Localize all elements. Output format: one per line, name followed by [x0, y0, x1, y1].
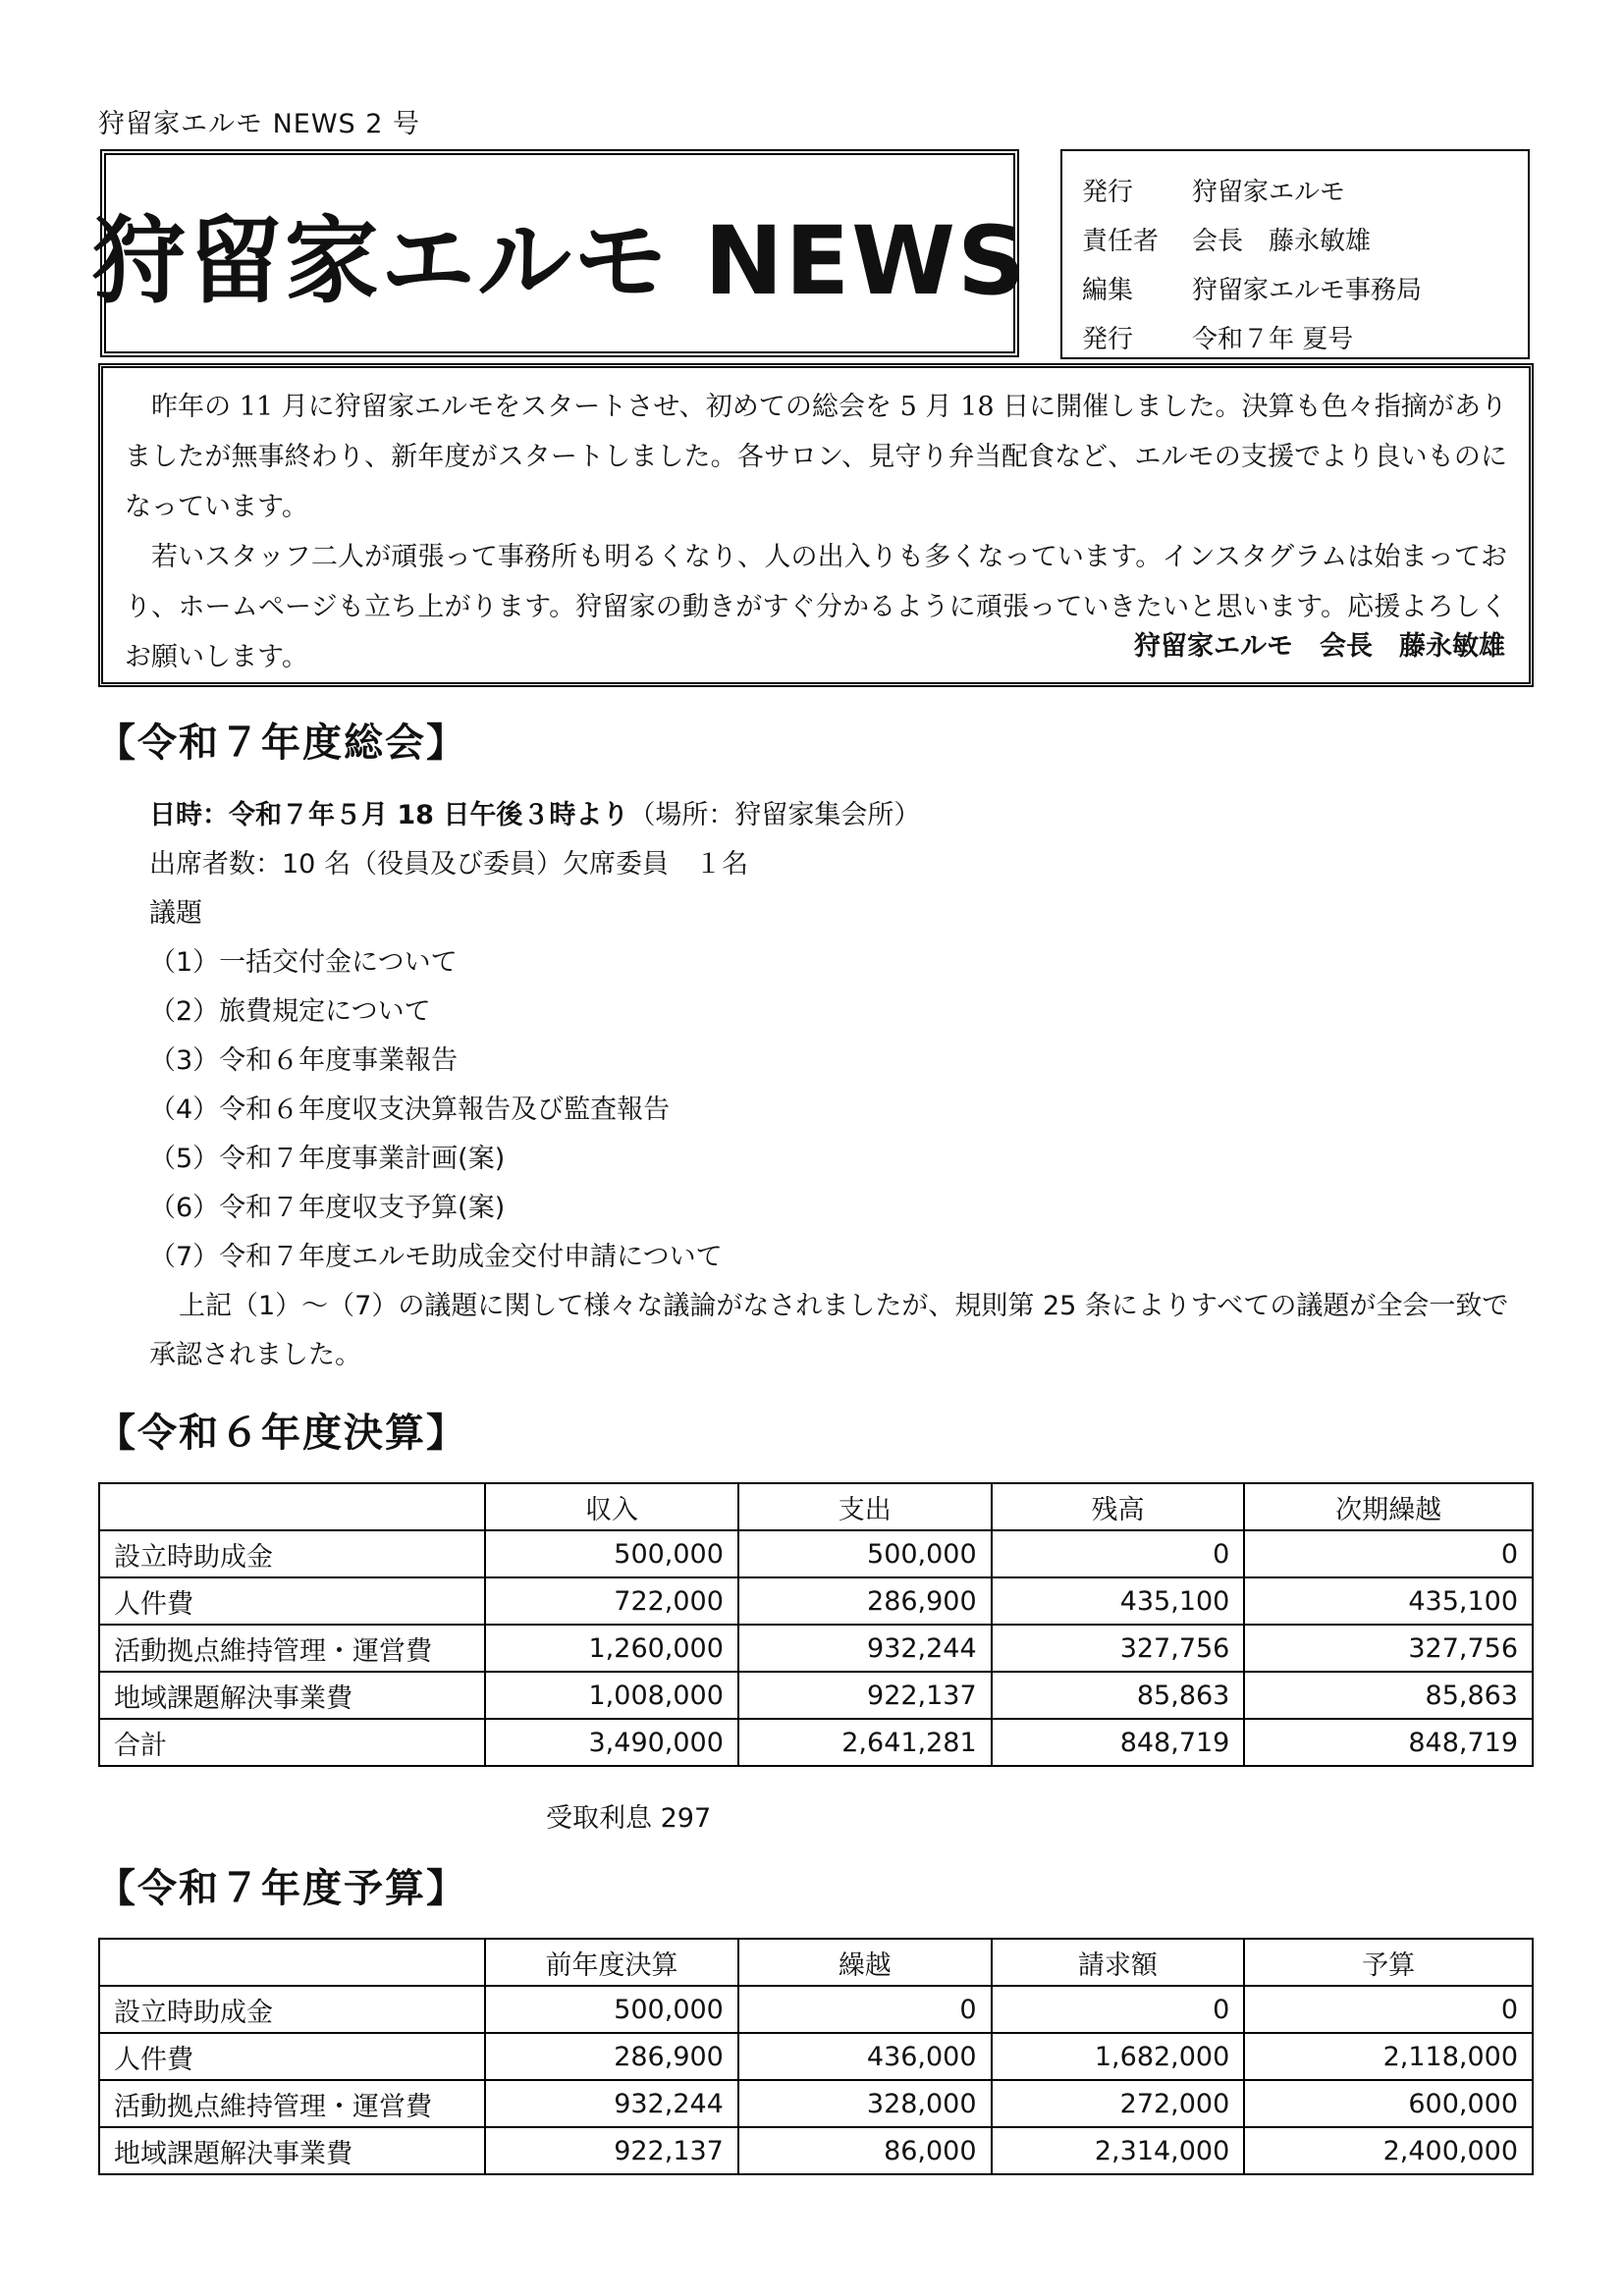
table-total-row: [99, 1719, 1533, 1766]
table-cell: 922,137: [738, 1672, 992, 1719]
table-cell: 3,490,000: [485, 1719, 738, 1766]
meeting-place: （場所：狩留家集会所）: [628, 800, 921, 830]
section-heading-general-meeting: 【令和７年度総会】: [96, 721, 467, 766]
agenda-item: （3）令和６年度事業報告: [149, 1045, 459, 1076]
agenda-item: （5）令和７年度事業計画(案): [149, 1144, 506, 1174]
table-row: [99, 2080, 1533, 2127]
pub-info-row: [1082, 165, 1528, 214]
table-row: [99, 1672, 1533, 1719]
row-label: 合計: [99, 1719, 485, 1766]
table-cell: 500,000: [738, 1530, 992, 1577]
table-cell: 500,000: [485, 1530, 738, 1577]
table-row: [99, 1530, 1533, 1577]
meeting-details: [149, 791, 1534, 1380]
table-cell: 286,900: [738, 1577, 992, 1625]
table-row: [99, 2033, 1533, 2080]
table-cell: 327,756: [992, 1625, 1245, 1672]
pub-info-key: 責任者: [1082, 226, 1160, 256]
table-header-cell: 残高: [992, 1483, 1245, 1530]
table-header-cell: 前年度決算: [485, 1939, 738, 1986]
table-cell: 722,000: [485, 1577, 738, 1625]
table-header-row: [99, 1483, 1533, 1530]
table-header-cell: 請求額: [992, 1939, 1245, 1986]
table-cell: 328,000: [738, 2080, 992, 2127]
table-cell: 2,118,000: [1244, 2033, 1533, 2080]
table-row: [99, 1625, 1533, 1672]
pub-info-value: 会長 藤永敏雄: [1192, 226, 1372, 256]
table-cell: 286,900: [485, 2033, 738, 2080]
publication-info: [1060, 149, 1530, 359]
table-cell: 848,719: [1244, 1719, 1533, 1766]
budget-table: [98, 1938, 1534, 2175]
agenda-item: （1）一括交付金について: [149, 947, 458, 978]
table-cell: 0: [992, 1986, 1245, 2033]
intro-paragraph-2: 若いスタッフ二人が頑張って事務所も明るくなり、人の出入りも多くなっています。インスタグラムは始まっており、ホームページも立ち上がります。狩留家の動きがすぐ分かるように頑張っていきたいと思います。応援よろしくお願いします。: [125, 542, 1507, 672]
pub-info-row: [1082, 312, 1528, 361]
table-cell: 327,756: [1244, 1625, 1533, 1672]
table-cell: 1,008,000: [485, 1672, 738, 1719]
table-cell: 85,863: [1244, 1672, 1533, 1719]
table-cell: 0: [738, 1986, 992, 2033]
row-label: 設立時助成金: [99, 1986, 485, 2033]
table-cell: 436,000: [738, 2033, 992, 2080]
table-cell: 2,314,000: [992, 2127, 1245, 2174]
table-cell: 86,000: [738, 2127, 992, 2174]
table-cell: 848,719: [992, 1719, 1245, 1766]
masthead-title: 狩留家エルモ NEWS: [91, 205, 1028, 316]
table-cell: 2,641,281: [738, 1719, 992, 1766]
table-header-cell: 繰越: [738, 1939, 992, 1986]
table-cell: 932,244: [738, 1625, 992, 1672]
intro-signature: 狩留家エルモ 会長 藤永敏雄: [1134, 631, 1505, 662]
pub-info-row: [1082, 214, 1528, 263]
table-header-cell: 予算: [1244, 1939, 1533, 1986]
masthead: [91, 149, 1028, 357]
agenda-item: （4）令和６年度収支決算報告及び監査報告: [149, 1095, 671, 1125]
meeting-attendance: 出席者数：10 名（役員及び委員）欠席委員 １名: [149, 849, 748, 880]
table-cell: 272,000: [992, 2080, 1245, 2127]
table-header-cell: [99, 1939, 485, 1986]
table-cell: 0: [992, 1530, 1245, 1577]
pub-info-row: [1082, 263, 1528, 312]
pub-info-key: 編集: [1082, 275, 1134, 305]
agenda-label: 議題: [149, 898, 202, 929]
pub-info-key: 発行: [1082, 177, 1134, 207]
row-label: 人件費: [99, 2033, 485, 2080]
row-label: 活動拠点維持管理・運営費: [99, 1625, 485, 1672]
table-cell: 500,000: [485, 1986, 738, 2033]
table-header-cell: [99, 1483, 485, 1530]
interest-note: 受取利息 297: [546, 1803, 712, 1834]
row-label: 地域課題解決事業費: [99, 2127, 485, 2174]
row-label: 人件費: [99, 1577, 485, 1625]
issue-line: 狩留家エルモ NEWS 2 号: [98, 109, 421, 139]
section-heading-settlement: 【令和６年度決算】: [96, 1411, 467, 1456]
intro-message-box: [98, 363, 1534, 687]
pub-info-value: 狩留家エルモ: [1192, 177, 1346, 207]
table-cell: 0: [1244, 1986, 1533, 2033]
table-cell: 922,137: [485, 2127, 738, 2174]
table-row: [99, 1577, 1533, 1625]
table-cell: 932,244: [485, 2080, 738, 2127]
meeting-datetime: 日時：令和７年５月 18 日午後３時より: [149, 800, 629, 830]
row-label: 設立時助成金: [99, 1530, 485, 1577]
table-cell: 85,863: [992, 1672, 1245, 1719]
table-cell: 435,100: [1244, 1577, 1533, 1625]
meeting-datetime-line: [149, 791, 1534, 840]
pub-info-value: 令和７年 夏号: [1192, 324, 1354, 354]
settlement-table: [98, 1482, 1534, 1767]
agenda-item: （7）令和７年度エルモ助成金交付申請について: [149, 1242, 723, 1272]
table-row: [99, 2127, 1533, 2174]
meeting-conclusion-line-2: 承認されました。: [149, 1340, 361, 1370]
table-row: [99, 1986, 1533, 2033]
agenda-item: （2）旅費規定について: [149, 996, 431, 1027]
table-cell: 1,682,000: [992, 2033, 1245, 2080]
intro-paragraph-1: 昨年の 11 月に狩留家エルモをスタートさせ、初めての総会を 5 月 18 日に開催しました。決算も色々指摘がありましたが無事終わり、新年度がスタートしました。各サロン、見守り弁当配食など、エルモの支援でより良いものになっています。: [125, 392, 1507, 522]
table-header-cell: 次期繰越: [1244, 1483, 1533, 1530]
meeting-conclusion-line-1: 上記（1）～（7）の議題に関して様々な議論がなされましたが、規則第 25 条によりすべての議題が全会一致で: [179, 1291, 1509, 1321]
table-header-row: [99, 1939, 1533, 1986]
pub-info-key: 発行: [1082, 324, 1134, 354]
table-cell: 0: [1244, 1530, 1533, 1577]
table-cell: 600,000: [1244, 2080, 1533, 2127]
section-heading-budget: 【令和７年度予算】: [96, 1866, 467, 1911]
row-label: 活動拠点維持管理・運営費: [99, 2080, 485, 2127]
table-header-cell: 収入: [485, 1483, 738, 1530]
table-header-cell: 支出: [738, 1483, 992, 1530]
row-label: 地域課題解決事業費: [99, 1672, 485, 1719]
table-cell: 435,100: [992, 1577, 1245, 1625]
agenda-item: （6）令和７年度収支予算(案): [149, 1193, 506, 1223]
pub-info-value: 狩留家エルモ事務局: [1192, 275, 1423, 305]
table-cell: 1,260,000: [485, 1625, 738, 1672]
table-cell: 2,400,000: [1244, 2127, 1533, 2174]
